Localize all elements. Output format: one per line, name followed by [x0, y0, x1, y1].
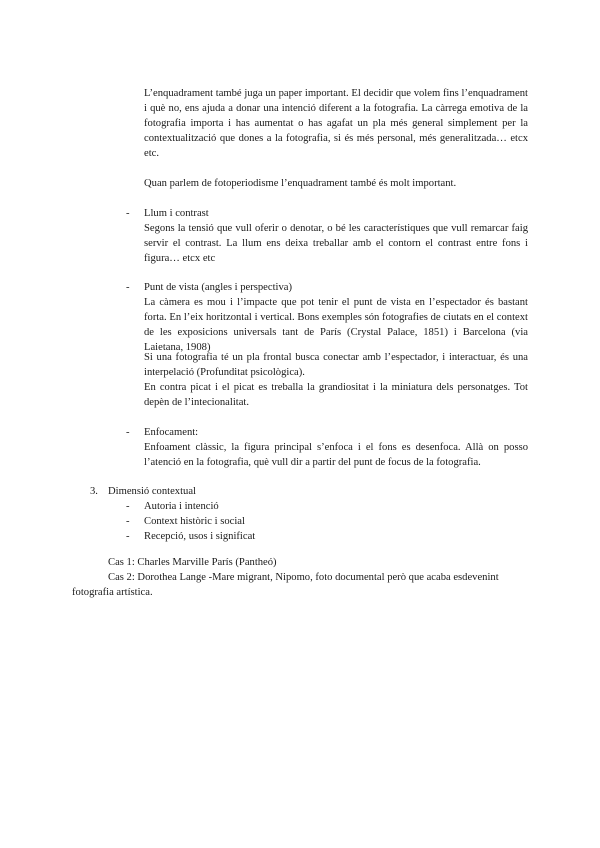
section-item: Recepció, usos i significat: [144, 531, 256, 542]
bullet-title-enfocament: Enfocament:: [144, 427, 199, 438]
section-number: 3.: [90, 486, 98, 497]
bullet-body-punt-1: La càmera es mou i l’impacte que pot tenir el punt de vista en l’espectador és bastant forta. En l’eix horitzontal i vertical. Bons exemples són fotografies de ciutats en el context de les exposicions universals tant de París (Crystal Palace, 1851) i Barcelona (via Laietana, 1908): [144, 297, 528, 353]
paragraph-enquadrament: L’enquadrament també juga un paper important. El decidir que volem fins l’enquadrament i què no, ens ajuda a donar una intenció diferent a la fotografia. La càrrega emotiva de la fotografia importa i has aumentat o has agafat un pla més general simplement per la contextualització que dones a la fotografia, si és més personal, més generalitzada… etcx etc.: [144, 88, 528, 159]
section-item: Autoria i intenció: [144, 501, 219, 512]
bullet-title-llum: Llum i contrast: [144, 208, 209, 219]
paragraph-fotoperiodisme: Quan parlem de fotoperiodisme l’enquadrament també és molt important.: [144, 178, 457, 189]
bullet-dash: -: [126, 501, 130, 512]
bullet-body-punt-2: Si una fotografia té un pla frontal busca conectar amb l’espectador, i interactuar, és una interpelació (Profunditat psicològica).: [144, 352, 528, 378]
cas-2: Cas 2: Dorothea Lange -Mare migrant, Nipomo, foto documental però que acaba esdevenint fotografia artística.: [72, 572, 499, 598]
bullet-dash: -: [126, 531, 130, 542]
bullet-title-punt: Punt de vista (angles i perspectiva): [144, 282, 292, 293]
bullet-dash: -: [126, 516, 130, 527]
cas-1: Cas 1: Charles Marville París (Pantheó): [108, 557, 277, 568]
section-title: Dimensió contextual: [108, 486, 196, 497]
bullet-body-punt-3: En contra picat i el picat es treballa la grandiositat i la miniatura dels personatges. Tot depèn de l’intecionalitat.: [144, 382, 528, 408]
bullet-dash: -: [126, 427, 130, 438]
bullet-dash: -: [126, 282, 130, 293]
bullet-body-llum: Segons la tensió que vull oferir o denotar, o bé les característiques que vull remarcar faig servir el contrast. La llum ens deixa treballar amb el contorn el contrast entre fons i figura… etcx etc: [144, 223, 528, 264]
section-item: Context històric i social: [144, 516, 245, 527]
bullet-body-enfocament: Enfoament clàssic, la figura principal s’enfoca i el fons es desenfoca. Allà on posso l’atenció en la fotografia, què vull dir a partir del punt de focus de la fotografia.: [144, 442, 528, 468]
bullet-dash: -: [126, 208, 130, 219]
